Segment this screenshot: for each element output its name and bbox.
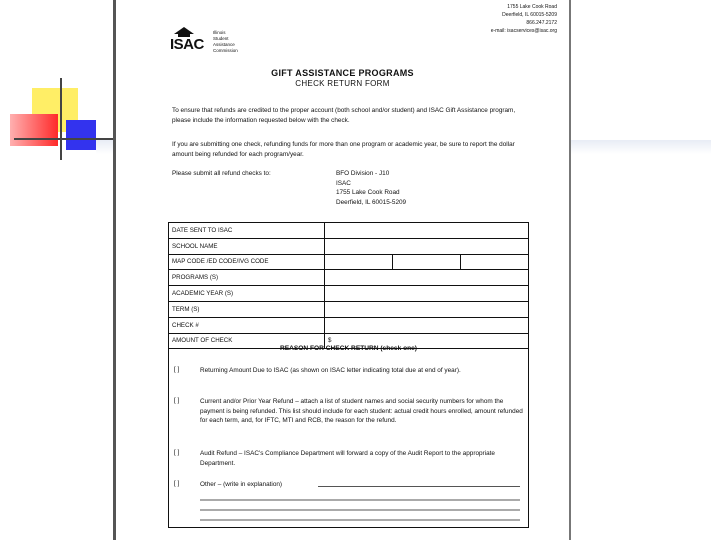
date-sent-label: DATE SENT TO ISAC (169, 223, 325, 239)
reason-checkbox-returning[interactable]: [ ] (174, 366, 180, 373)
term-field[interactable] (325, 301, 529, 317)
explanation-line-3[interactable] (200, 509, 520, 511)
table-row (169, 301, 529, 317)
programs-field[interactable] (325, 270, 529, 286)
decor-red-square (10, 114, 58, 146)
reason-checkbox-other[interactable]: [ ] (174, 480, 180, 487)
form-title: GIFT ASSISTANCE PROGRAMS (271, 68, 414, 78)
code-label: MAP CODE /ED CODE/IVG CODE (169, 254, 325, 270)
isac-full-name (213, 30, 257, 54)
mailing-line-4: Deerfield, IL 60015-5209 (336, 198, 407, 206)
amount-label: AMOUNT OF CHECK (169, 333, 325, 349)
reason-option-audit: Audit Refund – ISAC's Compliance Department will forward a copy of the Audit Report to the appropriate Department. (200, 450, 495, 467)
amount-field[interactable]: $ (325, 333, 529, 349)
check-number-label: CHECK # (169, 317, 325, 333)
explanation-line-2[interactable] (200, 499, 520, 501)
check-number-field[interactable] (325, 317, 529, 333)
date-sent-field[interactable] (325, 223, 529, 239)
form-subtitle: CHECK RETURN FORM (295, 79, 390, 88)
ed-code-field[interactable] (393, 254, 461, 270)
reason-checkbox-audit[interactable]: [ ] (174, 449, 180, 456)
reason-option-returning: Returning Amount Due to ISAC (as shown on ISAC letter indicating total due at end of year). (200, 367, 461, 374)
decor-horizontal-line (14, 138, 118, 140)
reason-option-other: Other – (write in explanation) (200, 481, 283, 488)
instruction-paragraph-3: Please submit all refund checks to: (172, 170, 271, 177)
reason-checkbox-refund[interactable]: [ ] (174, 397, 180, 404)
form-fields-table (168, 222, 529, 349)
table-row (169, 286, 529, 302)
instruction-paragraph-1: To ensure that refunds are credited to the proper account (both school and/or student) and ISAC Gift Assistance program, please include the information requested below with the check. (172, 107, 516, 124)
decor-vertical-line (60, 78, 62, 160)
instruction-paragraph-2: If you are submitting one check, refunding funds for more than one program or academic year, be sure to report the dollar amount being refunded for each program/year. (172, 141, 515, 158)
reason-option-refund: Current and/or Prior Year Refund – attach a list of student names and social security numbers for whom the payment is being refunded. This list should include for each student: actual credit hours enrolled, amount refunded for each term, and, for IFTC, MTI and RCB, the reason for the refund. (200, 398, 523, 425)
address-phone: 866.247.2172 (526, 20, 557, 26)
mailing-address (336, 169, 466, 207)
table-row (169, 270, 529, 286)
map-code-field[interactable] (325, 254, 393, 270)
school-name-field[interactable] (325, 238, 529, 254)
isac-address (447, 3, 557, 35)
mailing-line-1: BFO Division - J10 (336, 170, 390, 177)
decor-blue-square (66, 120, 96, 150)
table-row (169, 317, 529, 333)
explanation-line-4[interactable] (200, 519, 520, 521)
address-line-1: 1755 Lake Cook Road (507, 4, 557, 10)
programs-label: PROGRAMS (S) (169, 270, 325, 286)
table-row (169, 223, 529, 239)
logo-line-2: Student (213, 36, 229, 41)
reason-header: REASON FOR CHECK RETURN (check one) (279, 345, 418, 352)
logo-line-4: Commission (213, 48, 238, 53)
explanation-line-1[interactable] (318, 486, 520, 487)
mailing-line-3: 1755 Lake Cook Road (336, 189, 400, 197)
logo-line-1: Illinois (213, 30, 226, 35)
address-line-2: Deerfield, IL 60015-5209 (502, 12, 557, 18)
academic-year-label: ACADEMIC YEAR (S) (169, 286, 325, 302)
check-return-form-document (113, 0, 571, 540)
school-name-label: SCHOOL NAME (169, 238, 325, 254)
table-row (169, 254, 529, 270)
table-row (169, 238, 529, 254)
logo-line-3: Assistance (213, 42, 235, 47)
address-email: e-mail: isacservices@isac.org (490, 28, 557, 34)
mailing-line-2: ISAC (336, 179, 351, 187)
isac-logo: ISAC (170, 36, 204, 53)
term-label: TERM (S) (169, 301, 325, 317)
ivg-code-field[interactable] (461, 254, 529, 270)
academic-year-field[interactable] (325, 286, 529, 302)
